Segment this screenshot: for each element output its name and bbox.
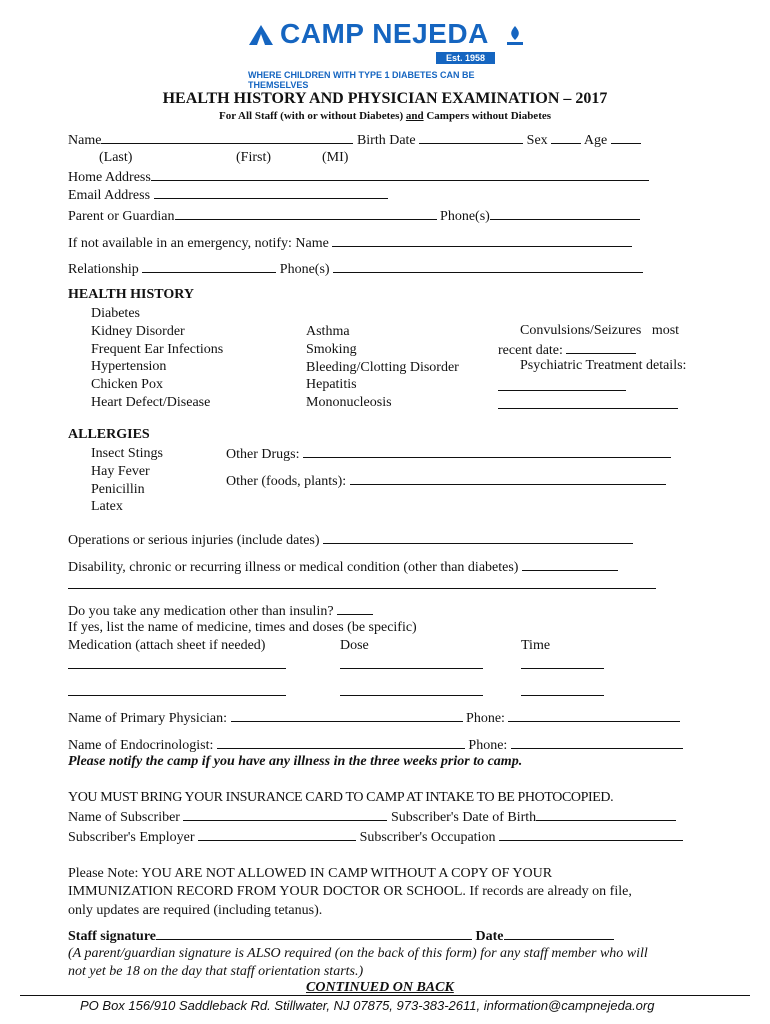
signature-note-2: not yet be 18 on the day that staff orientation starts.): [68, 964, 364, 979]
condition-item: Kidney Disorder: [91, 323, 185, 339]
allergy-item: Latex: [91, 499, 123, 515]
last-label: (Last): [99, 150, 133, 165]
recent-date-row: recent date:: [498, 341, 636, 359]
primary-physician-field[interactable]: [231, 709, 463, 722]
recent-date-field[interactable]: [566, 341, 636, 354]
signature-note-1: (A parent/guardian signature is ALSO required (on the back of this form) for any staff member who will: [68, 946, 648, 961]
medication-answer-field[interactable]: [337, 602, 373, 615]
medication-instruction: If yes, list the name of medicine, times and doses (be specific): [68, 620, 417, 635]
psych-label: Psychiatric Treatment details:: [520, 358, 687, 373]
condition-item: Heart Defect/Disease: [91, 394, 211, 410]
name-row: [68, 131, 641, 149]
employer-row: Subscriber's Employer Subscriber's Occupation: [68, 828, 683, 846]
medication-field[interactable]: [68, 683, 286, 701]
endocrinologist-phone-field[interactable]: [511, 736, 683, 749]
condition-item: Asthma: [306, 324, 350, 339]
medication-column-header: Medication (attach sheet if needed): [68, 638, 266, 653]
first-label: (First): [236, 150, 271, 165]
logo-est: Est. 1958: [436, 52, 495, 64]
subscriber-dob-field[interactable]: [536, 808, 676, 821]
allergies-heading: ALLERGIES: [68, 427, 150, 442]
email-field[interactable]: [154, 186, 388, 199]
dose-field[interactable]: [340, 656, 483, 674]
medication-field[interactable]: [68, 656, 286, 674]
relationship-field[interactable]: [142, 260, 276, 273]
condition-item: Chicken Pox: [91, 377, 163, 393]
note-line-1: Please Note: YOU ARE NOT ALLOWED IN CAMP WITHOUT A COPY OF YOUR: [68, 866, 553, 881]
signature-row: Staff signature Date: [68, 927, 614, 945]
condition-item: Mononucleosis: [306, 395, 392, 411]
condition-item: Hypertension: [91, 359, 167, 375]
health-history-col1: [91, 305, 223, 412]
primary-physician-row: Name of Primary Physician: Phone:: [68, 709, 680, 727]
name-field[interactable]: [101, 131, 353, 144]
continued-on-back: CONTINUED ON BACK: [306, 980, 454, 995]
page-title: HEALTH HISTORY AND PHYSICIAN EXAMINATION – 2017: [162, 90, 608, 107]
dose-field[interactable]: [340, 683, 483, 701]
home-address-row: Home Address: [68, 168, 649, 186]
footer-divider: [20, 995, 750, 996]
allergies-list: [91, 445, 163, 516]
email-row: Email Address: [68, 186, 388, 204]
disability-field[interactable]: [522, 558, 618, 571]
employer-field[interactable]: [198, 828, 356, 841]
emergency-name-field[interactable]: [332, 234, 632, 247]
subscriber-row: Name of Subscriber Subscriber's Date of Birth: [68, 808, 676, 826]
parent-field[interactable]: [175, 207, 437, 220]
home-address-field[interactable]: [151, 168, 649, 181]
other-drugs-field[interactable]: [303, 445, 671, 458]
psych-field-2[interactable]: [498, 396, 678, 414]
subscriber-field[interactable]: [183, 808, 387, 821]
endocrinologist-row: Name of Endocrinologist: Phone:: [68, 736, 683, 754]
condition-item: Smoking: [306, 341, 357, 357]
mi-label: (MI): [322, 150, 349, 165]
health-history-heading: HEALTH HISTORY: [68, 287, 194, 302]
health-history-col2: [306, 323, 459, 412]
other-drugs-row: Other Drugs:: [226, 445, 671, 463]
page-subtitle: For All Staff (with or without Diabetes) and Campers without Diabetes: [218, 110, 552, 122]
other-foods-row: Other (foods, plants):: [226, 472, 666, 490]
note-line-3: only updates are required (including tetanus).: [68, 903, 323, 918]
sex-label: Sex: [526, 133, 548, 148]
endocrinologist-field[interactable]: [217, 736, 465, 749]
age-label: Age: [583, 133, 608, 148]
convulsions-label: Convulsions/Seizures most: [520, 323, 680, 338]
dose-column-header: Dose: [340, 638, 369, 653]
notify-notice: Please notify the camp if you have any illness in the three weeks prior to camp.: [68, 754, 523, 769]
disability-field-2[interactable]: [68, 576, 656, 594]
primary-physician-phone-field[interactable]: [508, 709, 680, 722]
campfire-icon: [504, 24, 526, 48]
other-foods-field[interactable]: [350, 472, 666, 485]
date-field[interactable]: [504, 927, 614, 940]
allergy-item: Insect Stings: [91, 446, 163, 461]
relationship-row: Relationship Phone(s): [68, 260, 643, 278]
emergency-phone-field[interactable]: [333, 260, 643, 273]
insurance-notice: YOU MUST BRING YOUR INSURANCE CARD TO CAMP AT INTAKE TO BE PHOTOCOPIED.: [68, 790, 614, 805]
operations-row: Operations or serious injuries (include dates): [68, 531, 633, 549]
medication-question-row: Do you take any medication other than insulin?: [68, 602, 373, 620]
occupation-field[interactable]: [499, 828, 683, 841]
psych-field-1[interactable]: [498, 378, 626, 396]
allergy-item: Penicillin: [91, 481, 145, 497]
condition-item: Bleeding/Clotting Disorder: [306, 359, 459, 375]
time-field[interactable]: [521, 683, 604, 701]
parent-row: Parent or Guardian Phone(s): [68, 207, 640, 225]
condition-item: Diabetes: [91, 306, 140, 321]
name-label: Name: [68, 133, 102, 148]
footer-address: PO Box 156/910 Saddleback Rd. Stillwater, NJ 07875, 973-383-2611, information@campnejeda.org: [80, 998, 655, 1013]
birth-date-label: Birth Date: [356, 133, 416, 148]
logo-name: CAMP NEJEDA: [280, 18, 489, 49]
condition-item: Hepatitis: [306, 377, 357, 393]
operations-field[interactable]: [323, 531, 633, 544]
condition-item: Frequent Ear Infections: [91, 341, 224, 357]
birth-date-field[interactable]: [419, 131, 523, 144]
tent-icon: [248, 24, 274, 46]
emergency-row: If not available in an emergency, notify: Name: [68, 234, 632, 252]
camp-logo: [246, 18, 526, 88]
age-field[interactable]: [611, 131, 641, 144]
time-field[interactable]: [521, 656, 604, 674]
sex-field[interactable]: [551, 131, 581, 144]
staff-signature-field[interactable]: [156, 927, 472, 940]
logo-tagline: WHERE CHILDREN WITH TYPE 1 DIABETES CAN BE THEMSELVES: [248, 70, 475, 90]
disability-row: Disability, chronic or recurring illness or medical condition (other than diabetes): [68, 558, 618, 576]
time-column-header: Time: [521, 638, 551, 653]
allergy-item: Hay Fever: [91, 463, 150, 479]
parent-phone-field[interactable]: [490, 207, 640, 220]
note-line-2: IMMUNIZATION RECORD FROM YOUR DOCTOR OR SCHOOL. If records are already on file,: [68, 884, 632, 899]
